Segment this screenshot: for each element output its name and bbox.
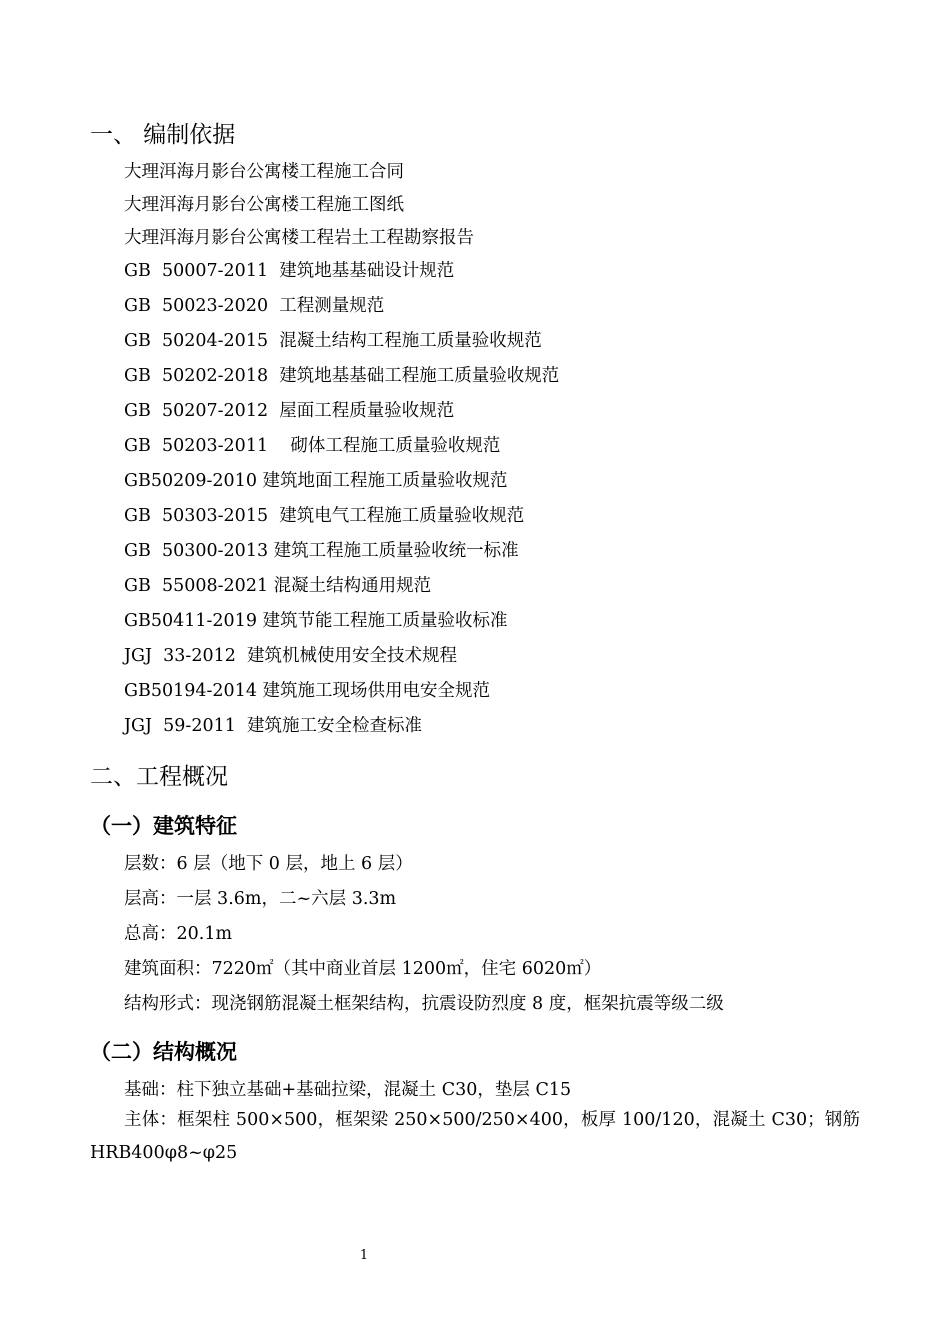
reference-item: GB 50204-2015 混凝土结构工程施工质量验收规范 bbox=[124, 331, 542, 351]
feature-item: 结构形式：现浇钢筋混凝土框架结构，抗震设防烈度 8 度，框架抗震等级二级 bbox=[124, 994, 724, 1014]
foundation-text: 基础：柱下独立基础+基础拉梁，混凝土 C30，垫层 C15 bbox=[124, 1080, 572, 1100]
reference-item: GB50194-2014 建筑施工现场供用电安全规范 bbox=[124, 681, 491, 701]
feature-item: 总高：20.1m bbox=[124, 924, 233, 944]
reference-item: JGJ 33-2012 建筑机械使用安全技术规程 bbox=[124, 646, 457, 666]
reference-item: GB 50203-2011 砌体工程施工质量验收规范 bbox=[124, 436, 501, 456]
subsection-structure-heading: （二）结构概况 bbox=[90, 1040, 237, 1064]
reference-item: 大理洱海月影台公寓楼工程岩土工程勘察报告 bbox=[124, 228, 474, 248]
reference-item: JGJ 59-2011 建筑施工安全检查标准 bbox=[124, 716, 422, 736]
subsection-building-features-heading: （一）建筑特征 bbox=[90, 814, 237, 838]
reference-item: GB 50023-2020 工程测量规范 bbox=[124, 296, 385, 316]
reference-item: 大理洱海月影台公寓楼工程施工图纸 bbox=[124, 195, 404, 215]
section-2-heading: 二、工程概况 bbox=[90, 764, 228, 790]
reference-item: GB50209-2010 建筑地面工程施工质量验收规范 bbox=[124, 471, 508, 491]
reference-item: GB 55008-2021 混凝土结构通用规范 bbox=[124, 576, 432, 596]
page-number: 1 bbox=[359, 1248, 369, 1263]
section-1-heading: 一、 编制依据 bbox=[90, 122, 236, 148]
feature-item: 层数：6 层（地下 0 层，地上 6 层） bbox=[124, 854, 413, 874]
feature-item: 建筑面积：7220㎡（其中商业首层 1200㎡，住宅 6020㎡） bbox=[124, 959, 602, 979]
reference-item: GB 50007-2011 建筑地基基础设计规范 bbox=[124, 261, 455, 281]
reference-item: GB 50300-2013 建筑工程施工质量验收统一标准 bbox=[124, 541, 519, 561]
feature-item: 层高：一层 3.6m，二~六层 3.3m bbox=[124, 889, 397, 909]
reference-item: GB 50207-2012 屋面工程质量验收规范 bbox=[124, 401, 455, 421]
reference-item: 大理洱海月影台公寓楼工程施工合同 bbox=[124, 162, 404, 182]
reference-item: GB50411-2019 建筑节能工程施工质量验收标准 bbox=[124, 611, 508, 631]
reference-item: GB 50202-2018 建筑地基基础工程施工质量验收规范 bbox=[124, 366, 560, 386]
reference-item: GB 50303-2015 建筑电气工程施工质量验收规范 bbox=[124, 506, 525, 526]
main-body-text: 主体：框架柱 500×500，框架梁 250×500/250×400，板厚 100/120，混凝土 C30；钢筋 HRB400φ8~φ25 bbox=[90, 1110, 860, 1163]
